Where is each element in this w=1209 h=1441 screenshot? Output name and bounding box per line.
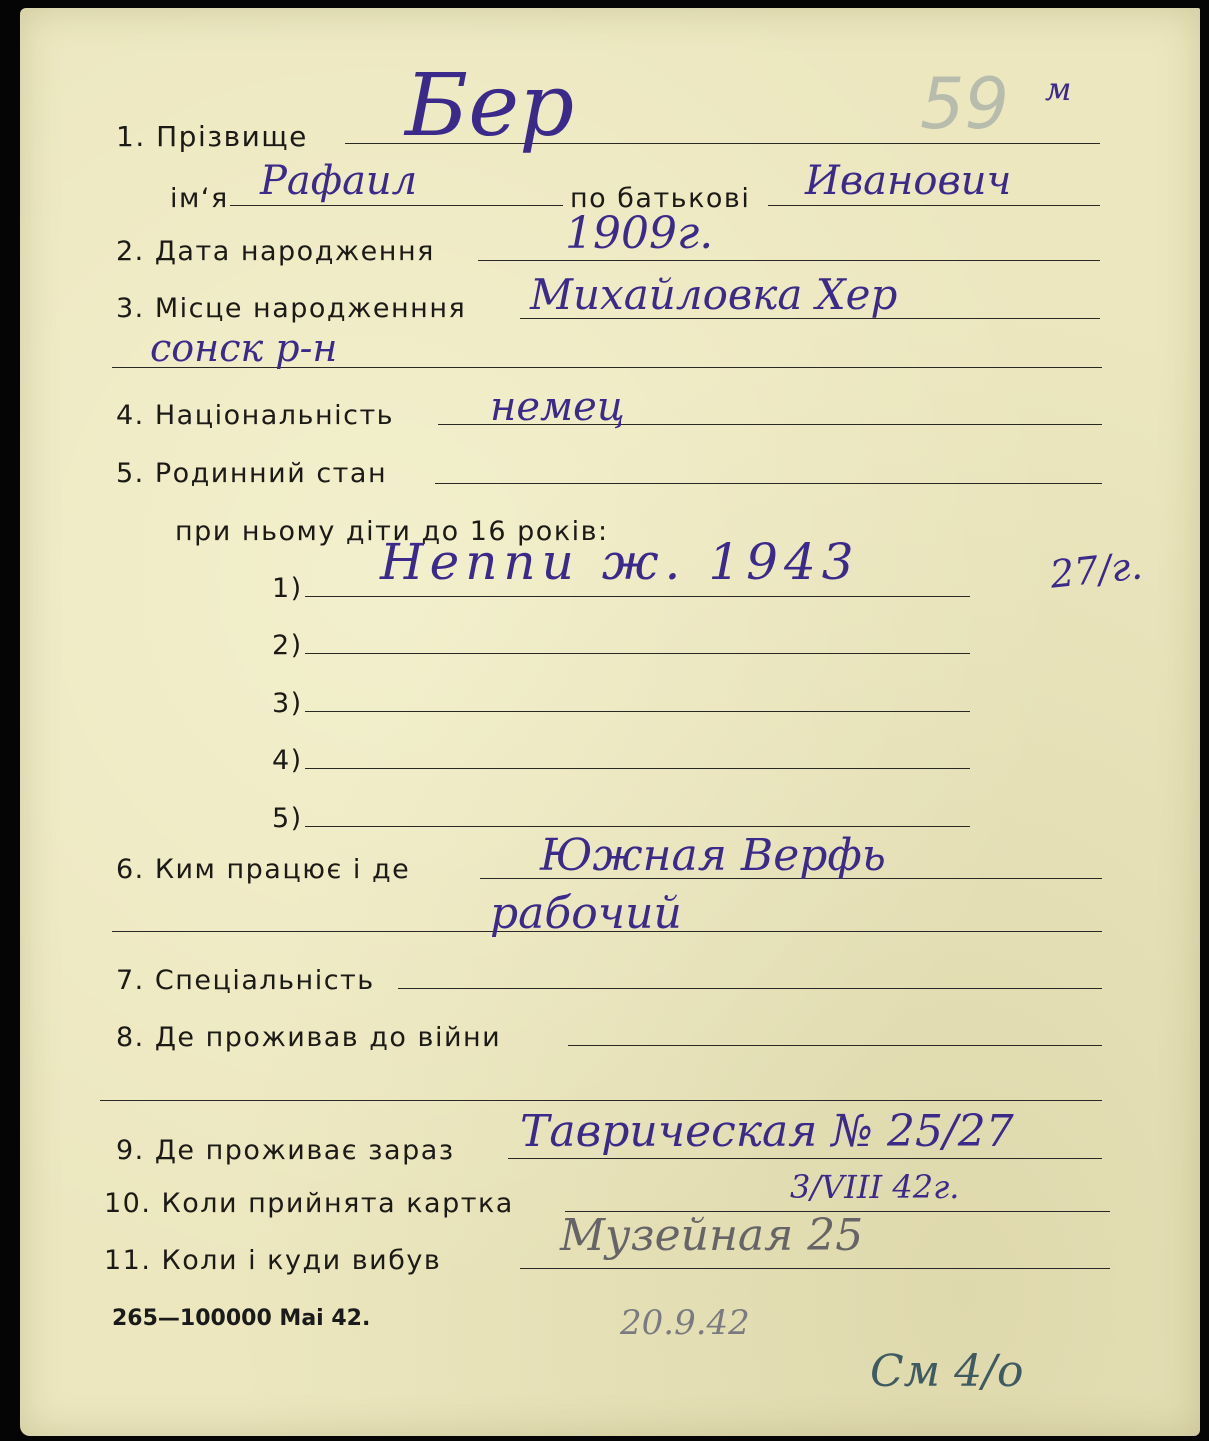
child-5-line — [305, 826, 970, 827]
child-2-label: 2) — [272, 630, 303, 661]
specialty-line — [398, 988, 1102, 989]
child-4-label: 4) — [272, 745, 303, 776]
first-name-handwriting: Рафаил — [260, 158, 418, 204]
child-4-line — [305, 768, 970, 769]
registration-card — [20, 8, 1200, 1436]
field-birthplace-label: 3. Місце народженння — [116, 293, 467, 324]
work-handwriting-2: рабочий — [490, 888, 682, 939]
field-family-status-label: 5. Родинний стан — [116, 458, 388, 489]
prewar-address-line-1 — [568, 1045, 1102, 1046]
birthplace-handwriting-2: сонск р-н — [150, 326, 338, 370]
pencil-date: 20.9.42 — [620, 1303, 750, 1343]
field-specialty-label: 7. Спеціальність — [116, 965, 375, 996]
field-nationality-label: 4. Національність — [116, 400, 395, 431]
child-1-handwriting: Неппи ж. 1943 — [380, 533, 860, 591]
nationality-handwriting: немец — [490, 384, 625, 430]
patronymic-line — [768, 205, 1100, 206]
departure-line — [520, 1268, 1110, 1269]
work-handwriting-1: Южная Верфь — [540, 830, 886, 881]
departure-handwriting: Музейная 25 — [560, 1210, 864, 1261]
field-work-label: 6. Ким працює і де — [116, 854, 411, 885]
child-2-line — [305, 653, 970, 654]
field-current-address-label: 9. Де проживає зараз — [116, 1135, 455, 1166]
child-3-label: 3) — [272, 688, 303, 719]
child-3-line — [305, 711, 970, 712]
field-name-label: ім‘я — [170, 183, 229, 214]
surname-mark: м — [1045, 70, 1072, 108]
surname-handwriting: Бер — [405, 56, 575, 156]
prewar-address-line-2 — [100, 1100, 1102, 1101]
child-1-note: 27/г. — [1047, 543, 1145, 597]
faint-stamp-number: 59 — [920, 63, 1010, 145]
child-1-line — [305, 596, 970, 597]
current-address-line — [508, 1158, 1102, 1159]
birth-year-handwriting: 1909г. — [565, 208, 714, 259]
birthdate-line — [478, 260, 1100, 261]
birthplace-handwriting-1: Михайловка Хер — [530, 270, 898, 319]
family-status-line — [435, 483, 1102, 484]
field-departure-label: 11. Коли і куди вибув — [104, 1245, 442, 1276]
print-code: 265—100000 Mai 42. — [112, 1306, 371, 1331]
card-date-handwriting: 3/VIII 42г. — [790, 1168, 960, 1206]
children-label: при ньому діти до 16 років: — [175, 516, 609, 547]
child-5-label: 5) — [272, 803, 303, 834]
field-prewar-address-label: 8. Де проживав до війни — [116, 1022, 502, 1053]
field-birthdate-label: 2. Дата народження — [116, 236, 435, 267]
child-1-label: 1) — [272, 573, 303, 604]
patronymic-handwriting: Иванович — [805, 158, 1012, 204]
field-card-date-label: 10. Коли прийнята картка — [104, 1188, 514, 1219]
pencil-note: См 4/о — [870, 1346, 1024, 1397]
current-address-handwriting: Таврическая № 25/27 — [520, 1106, 1014, 1157]
field-surname-label: 1. Прізвище — [116, 120, 308, 153]
name-line — [230, 205, 563, 206]
field-patronymic-label: по батькові — [570, 183, 751, 214]
